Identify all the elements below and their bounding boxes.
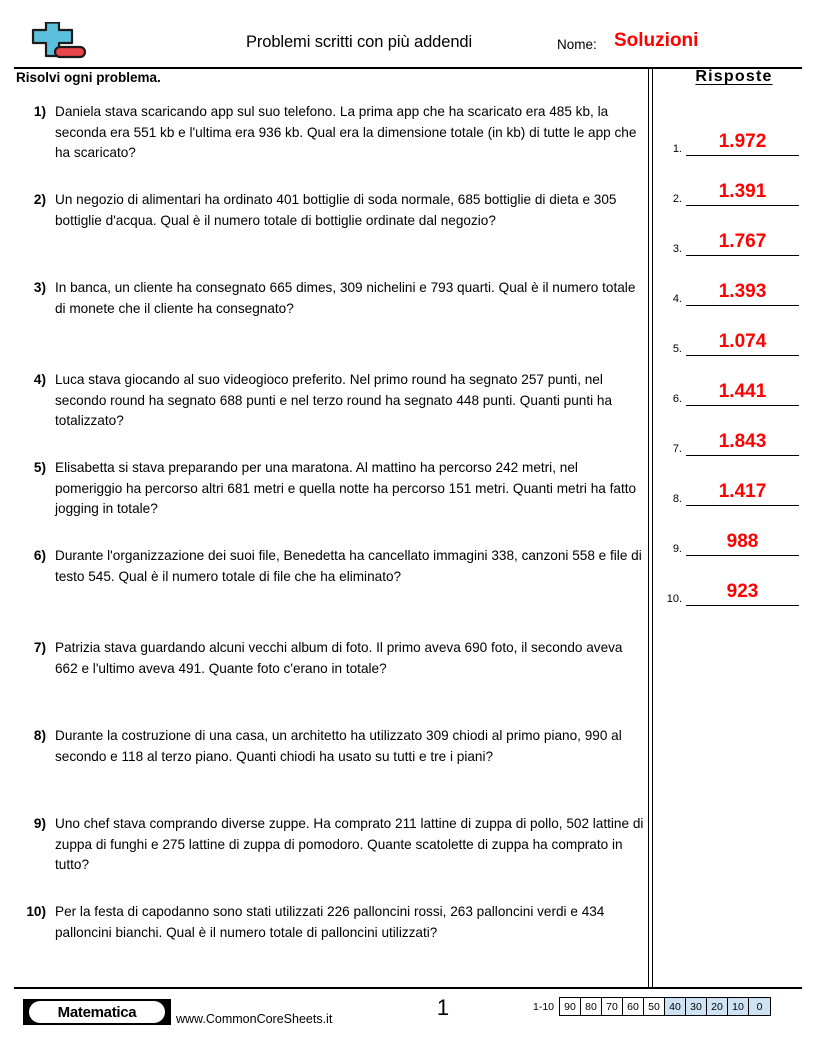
grading-scale-cell: 20 [707,998,728,1015]
name-label: Nome: [557,37,597,52]
page-number: 1 [436,995,450,1020]
answer-row [660,112,805,156]
answer-value: 1.074 [718,331,767,352]
problem-item [14,902,644,943]
problem-number: 10) [26,904,46,919]
problem-text: Un negozio di alimentari ha ordinato 401 bottiglie di soda normale, 685 bottiglie di dieta e 305 bottiglie d'acqua. Qual è il numero totale di bottiglie ordinate dal negozio? [55,192,617,228]
answer-index: 4. [672,293,682,305]
answer-index: 9. [672,543,682,555]
problem-text: Uno chef stava comprando diverse zuppe. Ha comprato 211 lattine di zuppa di pollo, 502 lattine di zuppa di funghi e 275 lattine di zuppa di pomodoro. Quante scatolette di zuppa ha comprato in tutto? [55,816,644,872]
answers-title: Risposte [695,68,773,85]
problem-text: Per la festa di capodanno sono stati utilizzati 226 palloncini rossi, 263 palloncini verdi e 434 palloncini bianchi. Qual è il numero totale di palloncini utilizzati? [55,904,605,940]
site-url: www.CommonCoreSheets.it [176,1012,333,1026]
answer-value: 1.767 [718,231,767,252]
subject-badge [23,999,171,1025]
answer-row [660,562,805,606]
answer-value: 1.393 [718,281,767,302]
answer-index: 7. [672,443,682,455]
problem-item [14,814,644,876]
instructions-text: Risolvi ogni problema. [16,70,161,85]
page-header [14,22,802,68]
answer-value: 1.441 [718,381,767,402]
answer-row [660,412,805,456]
answer-index: 10. [666,593,682,605]
problem-item [14,278,644,319]
grading-scale-cell: 0 [749,998,770,1015]
problem-item [14,370,644,432]
answer-index: 5. [672,343,682,355]
problem-text: Elisabetta si stava preparando per una maratona. Al mattino ha percorso 242 metri, nel pomeriggio ha percorso altri 681 metri e quella notte ha percorso 151 metri. Quanti metri ha fatto jogging in totale? [55,460,637,516]
problem-text: Daniela stava scaricando app sul suo telefono. La prima app che ha scaricato era 485 kb, la seconda era 551 kb e l'ultima era 936 kb. Qual era la dimensione totale (in kb) di tutte le app che ha scaricato? [55,104,637,160]
grading-scale-cell: 10 [728,998,749,1015]
problem-item [14,546,644,587]
answer-value: 988 [726,531,759,552]
grading-scale-cell: 30 [686,998,707,1015]
problem-item [14,638,644,679]
answer-row [660,162,805,206]
grading-scale [533,997,771,1016]
subject-badge-label: Matematica [29,1001,165,1023]
grading-scale-cell: 60 [623,998,644,1015]
problem-number: 3) [33,280,46,295]
answer-value: 1.972 [718,131,767,152]
grading-scale-cell: 50 [644,998,665,1015]
grading-scale-cell: 80 [581,998,602,1015]
problem-item [14,726,644,767]
answer-value: 923 [726,581,759,602]
answer-index: 3. [672,243,682,255]
answer-index: 6. [672,393,682,405]
answer-row [660,312,805,356]
footer-divider-rule [14,987,802,989]
grading-scale-cell: 40 [665,998,686,1015]
page-title: Problemi scritti con più addendi [245,33,473,51]
problem-number: 4) [33,372,46,387]
problem-text: Durante l'organizzazione dei suoi file, Benedetta ha cancellato immagini 338, canzoni 558 e file di testo 545. Qual è il numero totale di file che ha eliminato? [55,548,642,584]
answer-value: 1.843 [718,431,767,452]
answer-value: 1.417 [718,481,767,502]
problem-number: 6) [33,548,46,563]
plus-minus-logo-icon [17,22,89,68]
grading-scale-cells [559,997,771,1016]
problem-text: Patrizia stava guardando alcuni vecchi album di foto. Il primo aveva 690 foto, il secondo aveva 662 e l'ultimo aveva 491. Quante foto c'erano in totale? [55,640,623,676]
problem-number: 5) [33,460,46,475]
problem-text: In banca, un cliente ha consegnato 665 dimes, 309 nichelini e 793 quarti. Qual è il numero totale di monete che il cliente ha consegnato? [55,280,636,316]
answer-index: 8. [672,493,682,505]
answer-index: 1. [672,143,682,155]
grading-scale-cell: 90 [560,998,581,1015]
column-divider [648,67,653,987]
answer-row [660,212,805,256]
problem-item [14,458,644,520]
problem-number: 9) [33,816,46,831]
problem-number: 2) [33,192,46,207]
answer-row [660,512,805,556]
answer-row [660,262,805,306]
problem-number: 8) [33,728,46,743]
problem-item [14,102,644,164]
answer-index: 2. [672,193,682,205]
problem-item [14,190,644,231]
problem-text: Durante la costruzione di una casa, un architetto ha utilizzato 309 chiodi al primo piano, 990 al secondo e 118 al terzo piano. Quanti chiodi ha usato su tutti e tre i piani? [55,728,622,764]
grading-scale-cell: 70 [602,998,623,1015]
answer-value: 1.391 [718,181,767,202]
grading-scale-label: 1-10 [533,1000,555,1013]
name-value: Soluzioni [614,30,699,51]
answer-row [660,362,805,406]
problem-number: 1) [33,104,46,119]
problem-text: Luca stava giocando al suo videogioco preferito. Nel primo round ha segnato 257 punti, nel secondo round ha segnato 688 punti e nel terzo round ha segnato 448 punti. Quanti punti ha totalizzato? [55,372,613,428]
answer-row [660,462,805,506]
problem-number: 7) [33,640,46,655]
